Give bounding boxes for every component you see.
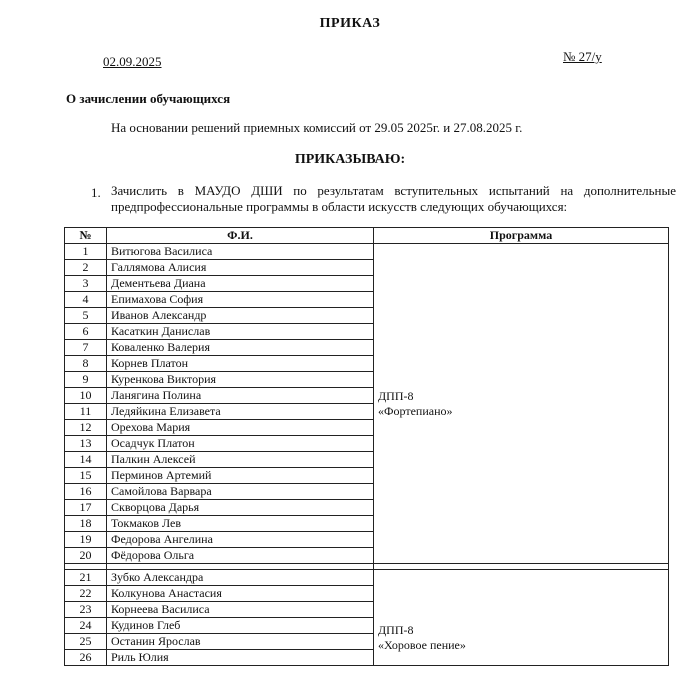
row-number: 7 xyxy=(65,340,107,356)
document-title: ПРИКАЗ xyxy=(319,16,381,31)
student-name: Самойлова Варвара xyxy=(107,484,374,500)
row-number: 10 xyxy=(65,388,107,404)
order-basis: На основании решений приемных комиссий от 29.05 2025г. и 27.08.2025 г. xyxy=(111,120,523,135)
student-name: Кудинов Глеб xyxy=(107,618,374,634)
row-number: 25 xyxy=(65,634,107,650)
row-number: 19 xyxy=(65,532,107,548)
student-name: Токмаков Лев xyxy=(107,516,374,532)
row-number: 11 xyxy=(65,404,107,420)
table-row xyxy=(65,570,669,586)
order-number: № 27/у xyxy=(563,49,602,64)
program-cell xyxy=(374,244,669,564)
student-name: Епимахова София xyxy=(107,292,374,308)
row-number: 16 xyxy=(65,484,107,500)
row-number: 6 xyxy=(65,324,107,340)
row-number: 17 xyxy=(65,500,107,516)
student-name: Корнев Платон xyxy=(107,356,374,372)
student-name: Дементьева Диана xyxy=(107,276,374,292)
student-name: Риль Юлия xyxy=(107,650,374,666)
row-number: 18 xyxy=(65,516,107,532)
row-number: 8 xyxy=(65,356,107,372)
student-name: Зубко Александра xyxy=(107,570,374,586)
header-num: № xyxy=(65,228,107,244)
row-number: 20 xyxy=(65,548,107,564)
student-name: Фёдорова Ольга xyxy=(107,548,374,564)
student-name: Останин Ярослав xyxy=(107,634,374,650)
row-number: 22 xyxy=(65,586,107,602)
order-date: 02.09.2025 xyxy=(103,54,162,69)
student-name: Ланягина Полина xyxy=(107,388,374,404)
student-name: Иванов Александр xyxy=(107,308,374,324)
row-number: 4 xyxy=(65,292,107,308)
row-number: 21 xyxy=(65,570,107,586)
row-number: 9 xyxy=(65,372,107,388)
student-name: Орехова Мария xyxy=(107,420,374,436)
student-name: Колкунова Анастасия xyxy=(107,586,374,602)
row-number: 23 xyxy=(65,602,107,618)
item-number: 1. xyxy=(91,185,101,200)
student-name: Куренкова Виктория xyxy=(107,372,374,388)
student-name: Корнеева Василиса xyxy=(107,602,374,618)
row-number: 15 xyxy=(65,468,107,484)
student-name: Скворцова Дарья xyxy=(107,500,374,516)
row-number: 14 xyxy=(65,452,107,468)
table-header-row xyxy=(65,228,669,244)
row-number: 2 xyxy=(65,260,107,276)
header-program: Программа xyxy=(374,228,669,244)
student-name: Коваленко Валерия xyxy=(107,340,374,356)
student-name: Федорова Ангелина xyxy=(107,532,374,548)
row-number: 3 xyxy=(65,276,107,292)
student-name: Галлямова Алисия xyxy=(107,260,374,276)
order-subject: О зачислении обучающихся xyxy=(66,91,231,106)
student-name: Ледяйкина Елизавета xyxy=(107,404,374,420)
student-name: Касаткин Данислав xyxy=(107,324,374,340)
table-body xyxy=(65,244,669,666)
table-row xyxy=(65,244,669,260)
student-name: Витюгова Василиса xyxy=(107,244,374,260)
header-name: Ф.И. xyxy=(107,228,374,244)
row-number: 5 xyxy=(65,308,107,324)
row-number: 26 xyxy=(65,650,107,666)
student-name: Перминов Артемий xyxy=(107,468,374,484)
row-number: 12 xyxy=(65,420,107,436)
program-name: «Фортепиано» xyxy=(378,403,453,418)
program-name: «Хоровое пение» xyxy=(378,637,466,652)
row-number: 24 xyxy=(65,618,107,634)
students-table xyxy=(64,227,669,666)
program-cell xyxy=(374,570,669,666)
program-code: ДПП-8 xyxy=(378,622,414,637)
order-word: ПРИКАЗЫВАЮ: xyxy=(294,152,406,167)
student-name: Осадчук Платон xyxy=(107,436,374,452)
item-text: Зачислить в МАУДО ДШИ по результатам вступительных испытаний на дополнительные предпрофессиональные программы в области искусств следующих обучающихся: xyxy=(111,183,676,214)
student-name: Палкин Алексей xyxy=(107,452,374,468)
row-number: 1 xyxy=(65,244,107,260)
row-number: 13 xyxy=(65,436,107,452)
program-code: ДПП-8 xyxy=(378,388,414,403)
